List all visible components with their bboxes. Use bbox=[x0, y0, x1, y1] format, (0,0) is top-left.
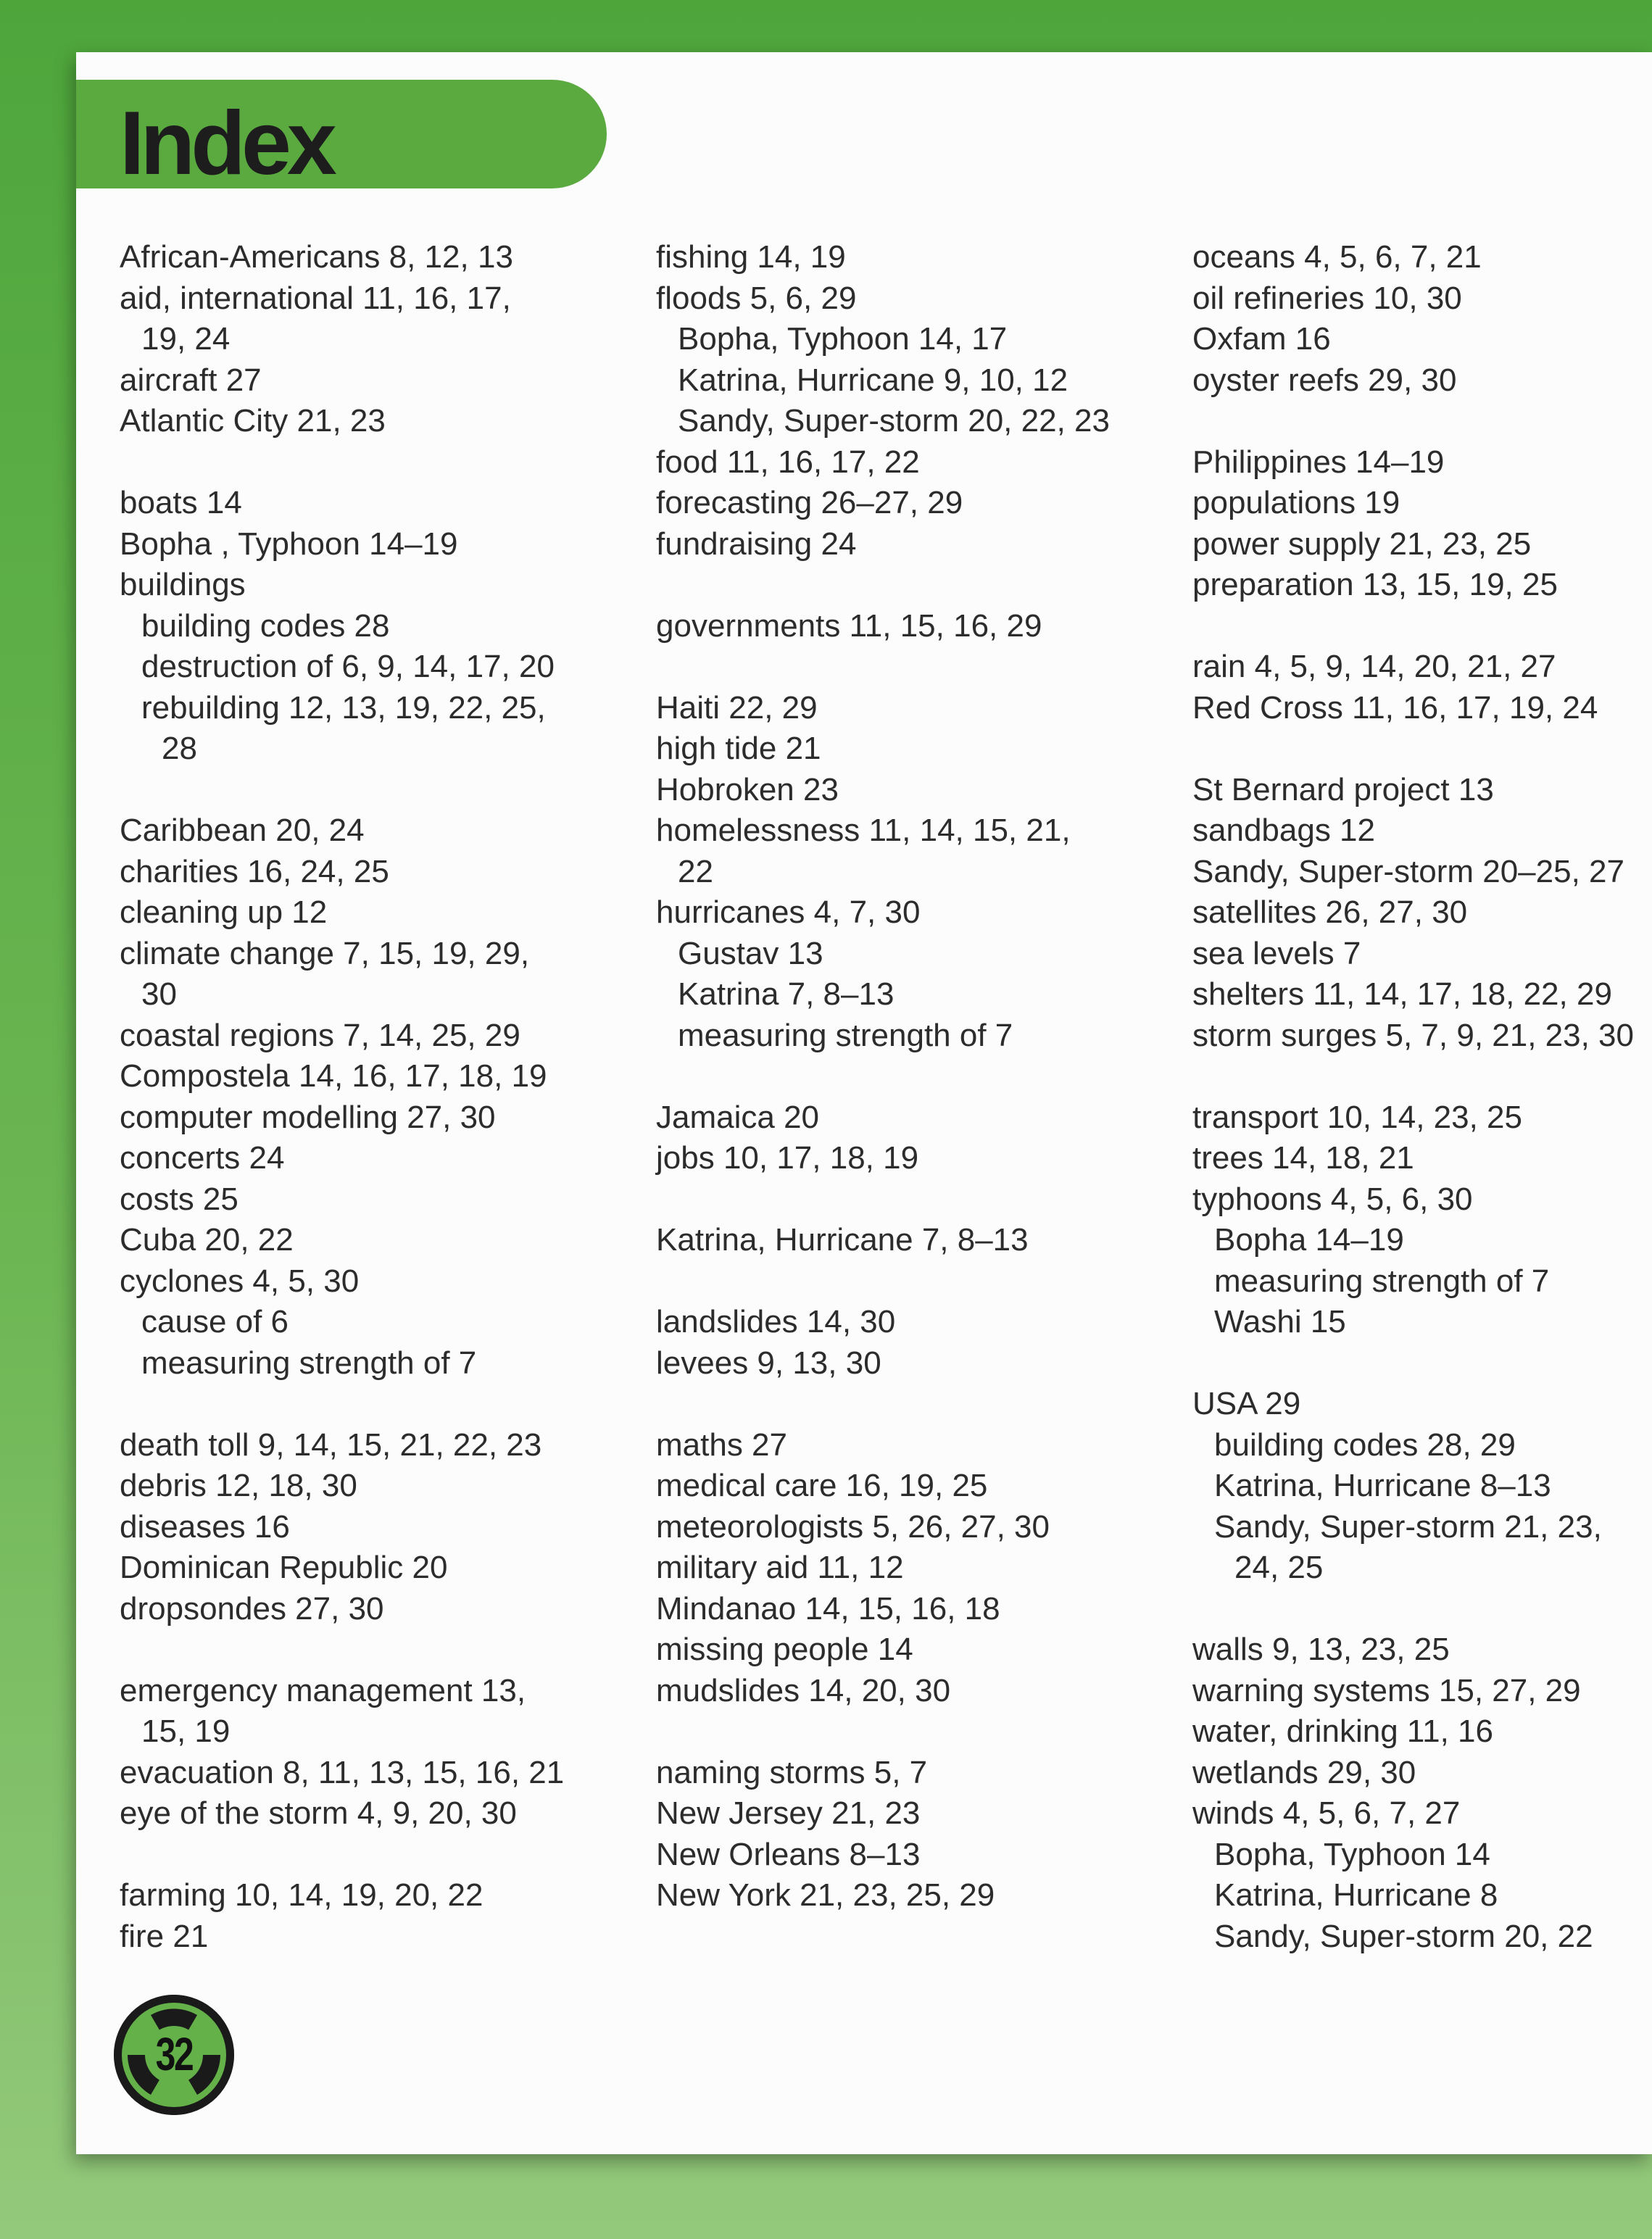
index-group-spacer bbox=[656, 565, 1178, 606]
index-subentry: 22 bbox=[678, 853, 713, 889]
index-entry: Atlantic City 21, 23 bbox=[120, 403, 386, 439]
index-subentry: Katrina, Hurricane 9, 10, 12 bbox=[678, 362, 1068, 398]
index-entry: meteorologists 5, 26, 27, 30 bbox=[656, 1508, 1050, 1545]
index-entry: boats 14 bbox=[120, 485, 242, 520]
index-entry: storm surges 5, 7, 9, 21, 23, 30 bbox=[1192, 1017, 1634, 1053]
index-subentry: 24, 25 bbox=[1234, 1550, 1324, 1585]
index-entry: winds 4, 5, 6, 7, 27 bbox=[1192, 1795, 1461, 1831]
index-group-spacer bbox=[656, 647, 1178, 688]
index-column-1 bbox=[120, 237, 642, 1957]
index-entry: high tide 21 bbox=[656, 731, 821, 766]
index-entry: Mindanao 14, 15, 16, 18 bbox=[656, 1590, 1000, 1627]
index-entry: Jamaica 20 bbox=[656, 1099, 820, 1135]
index-entry: hurricanes 4, 7, 30 bbox=[656, 894, 921, 930]
index-entry: transport 10, 14, 23, 25 bbox=[1192, 1099, 1522, 1135]
index-column-2 bbox=[656, 237, 1178, 1916]
index-entry: landslides 14, 30 bbox=[656, 1304, 896, 1339]
index-subentry: building codes 28, 29 bbox=[1214, 1426, 1516, 1463]
index-entry: concerts 24 bbox=[120, 1140, 285, 1176]
index-entry: missing people 14 bbox=[656, 1632, 913, 1667]
index-entry: rain 4, 5, 9, 14, 20, 21, 27 bbox=[1192, 649, 1556, 684]
index-group-spacer bbox=[656, 1261, 1178, 1303]
index-subentry: destruction of 6, 9, 14, 17, 20 bbox=[141, 649, 555, 684]
index-entry: Oxfam 16 bbox=[1192, 321, 1331, 357]
index-entry: food 11, 16, 17, 22 bbox=[656, 444, 920, 480]
page-title: Index bbox=[120, 94, 333, 194]
index-entry: Sandy, Super-storm 20–25, 27 bbox=[1192, 853, 1624, 889]
index-subentry: 15, 19 bbox=[141, 1713, 231, 1749]
index-group-spacer bbox=[1192, 606, 1652, 647]
page-number: 32 bbox=[155, 2028, 193, 2080]
index-subentry: rebuilding 12, 13, 19, 22, 25, bbox=[141, 689, 546, 726]
index-entry: Caribbean 20, 24 bbox=[120, 813, 365, 848]
index-entry: Philippines 14–19 bbox=[1192, 444, 1445, 480]
index-subentry: Washi 15 bbox=[1214, 1304, 1346, 1339]
index-entry: cleaning up 12 bbox=[120, 894, 328, 930]
index-entry: debris 12, 18, 30 bbox=[120, 1468, 357, 1503]
index-entry: Haiti 22, 29 bbox=[656, 689, 818, 726]
index-entry: Hobroken 23 bbox=[656, 771, 839, 807]
index-entry: floods 5, 6, 29 bbox=[656, 280, 857, 316]
index-entry: New Jersey 21, 23 bbox=[656, 1795, 921, 1831]
index-subentry: Katrina, Hurricane 8–13 bbox=[1214, 1468, 1551, 1503]
index-subentry: 28 bbox=[162, 731, 197, 766]
index-entry: levees 9, 13, 30 bbox=[656, 1345, 881, 1381]
index-entry: African-Americans 8, 12, 13 bbox=[120, 239, 513, 275]
index-group-spacer bbox=[1192, 728, 1652, 770]
index-entry: costs 25 bbox=[120, 1181, 238, 1217]
index-entry: shelters 11, 14, 17, 18, 22, 29 bbox=[1192, 976, 1612, 1012]
index-group-spacer bbox=[656, 1384, 1178, 1425]
index-entry: dropsondes 27, 30 bbox=[120, 1590, 384, 1627]
index-entry: oyster reefs 29, 30 bbox=[1192, 362, 1457, 398]
index-entry: fire 21 bbox=[120, 1918, 209, 1954]
index-group-spacer bbox=[656, 1056, 1178, 1097]
index-entry: homelessness 11, 14, 15, 21, bbox=[656, 813, 1071, 848]
index-subentry: Bopha, Typhoon 14 bbox=[1214, 1836, 1490, 1872]
index-subentry: Sandy, Super-storm 20, 22 bbox=[1214, 1918, 1593, 1954]
index-entry: forecasting 26–27, 29 bbox=[656, 485, 963, 520]
index-entry: eye of the storm 4, 9, 20, 30 bbox=[120, 1795, 517, 1831]
index-group-spacer bbox=[120, 442, 642, 483]
index-subentry: Bopha, Typhoon 14, 17 bbox=[678, 321, 1008, 357]
index-entry: Red Cross 11, 16, 17, 19, 24 bbox=[1192, 689, 1598, 726]
index-entry: warning systems 15, 27, 29 bbox=[1192, 1672, 1581, 1708]
index-entry: aircraft 27 bbox=[120, 362, 262, 398]
index-subentry: Katrina 7, 8–13 bbox=[678, 976, 895, 1012]
index-subentry: 19, 24 bbox=[141, 321, 231, 357]
index-entry: Katrina, Hurricane 7, 8–13 bbox=[656, 1222, 1029, 1258]
index-entry: USA 29 bbox=[1192, 1386, 1301, 1421]
index-entry: naming storms 5, 7 bbox=[656, 1754, 928, 1790]
index-entry: New York 21, 23, 25, 29 bbox=[656, 1877, 995, 1913]
index-entry: water, drinking 11, 16 bbox=[1192, 1713, 1493, 1749]
index-entry: oceans 4, 5, 6, 7, 21 bbox=[1192, 239, 1482, 275]
index-entry: typhoons 4, 5, 6, 30 bbox=[1192, 1181, 1473, 1217]
index-entry: Cuba 20, 22 bbox=[120, 1222, 294, 1258]
index-entry: fundraising 24 bbox=[656, 526, 857, 562]
index-group-spacer bbox=[1192, 401, 1652, 442]
index-entry: aid, international 11, 16, 17, bbox=[120, 280, 511, 316]
index-entry: Compostela 14, 16, 17, 18, 19 bbox=[120, 1058, 547, 1094]
index-group-spacer bbox=[120, 770, 642, 811]
index-entry: oil refineries 10, 30 bbox=[1192, 280, 1462, 316]
index-subentry: measuring strength of 7 bbox=[141, 1345, 477, 1381]
index-entry: emergency management 13, bbox=[120, 1672, 526, 1708]
index-group-spacer bbox=[120, 1384, 642, 1425]
index-entry: trees 14, 18, 21 bbox=[1192, 1140, 1414, 1176]
index-group-spacer bbox=[656, 1179, 1178, 1221]
index-entry: charities 16, 24, 25 bbox=[120, 853, 389, 889]
index-entry: mudslides 14, 20, 30 bbox=[656, 1672, 951, 1708]
index-entry: medical care 16, 19, 25 bbox=[656, 1468, 988, 1503]
index-column-3 bbox=[1192, 237, 1652, 1957]
index-entry: climate change 7, 15, 19, 29, bbox=[120, 935, 530, 971]
index-subentry: Sandy, Super-storm 20, 22, 23 bbox=[678, 403, 1110, 439]
index-group-spacer bbox=[120, 1835, 642, 1876]
index-entry: walls 9, 13, 23, 25 bbox=[1192, 1632, 1450, 1667]
index-entry: satellites 26, 27, 30 bbox=[1192, 894, 1468, 930]
index-subentry: cause of 6 bbox=[141, 1304, 289, 1339]
index-group-spacer bbox=[120, 1629, 642, 1671]
index-subentry: Bopha 14–19 bbox=[1214, 1222, 1404, 1258]
index-entry: jobs 10, 17, 18, 19 bbox=[656, 1140, 919, 1176]
index-entry: preparation 13, 15, 19, 25 bbox=[1192, 567, 1558, 602]
index-entry: New Orleans 8–13 bbox=[656, 1836, 921, 1872]
index-entry: diseases 16 bbox=[120, 1508, 290, 1545]
index-entry: maths 27 bbox=[656, 1426, 787, 1463]
index-entry: Dominican Republic 20 bbox=[120, 1550, 448, 1585]
index-entry: death toll 9, 14, 15, 21, 22, 23 bbox=[120, 1426, 542, 1463]
index-subentry: measuring strength of 7 bbox=[678, 1017, 1013, 1053]
index-entry: sea levels 7 bbox=[1192, 935, 1361, 971]
index-entry: wetlands 29, 30 bbox=[1192, 1754, 1416, 1790]
index-entry: power supply 21, 23, 25 bbox=[1192, 526, 1532, 562]
index-entry: sandbags 12 bbox=[1192, 813, 1375, 848]
index-entry: coastal regions 7, 14, 25, 29 bbox=[120, 1017, 520, 1053]
index-entry: computer modelling 27, 30 bbox=[120, 1099, 496, 1135]
index-subentry: building codes 28 bbox=[141, 607, 390, 644]
index-entry: military aid 11, 12 bbox=[656, 1550, 904, 1585]
index-subentry: Sandy, Super-storm 21, 23, bbox=[1214, 1508, 1602, 1545]
index-page bbox=[76, 52, 1652, 2154]
index-entry: buildings bbox=[120, 567, 246, 602]
index-subentry: measuring strength of 7 bbox=[1214, 1263, 1550, 1299]
page-number-badge bbox=[114, 1995, 234, 2115]
index-entry: cyclones 4, 5, 30 bbox=[120, 1263, 360, 1299]
index-entry: farming 10, 14, 19, 20, 22 bbox=[120, 1877, 483, 1913]
index-group-spacer bbox=[1192, 1589, 1652, 1630]
index-group-spacer bbox=[1192, 1056, 1652, 1097]
index-subentry: Katrina, Hurricane 8 bbox=[1214, 1877, 1498, 1913]
index-entry: St Bernard project 13 bbox=[1192, 771, 1494, 807]
index-entry: fishing 14, 19 bbox=[656, 239, 846, 275]
index-entry: evacuation 8, 11, 13, 15, 16, 21 bbox=[120, 1754, 565, 1790]
index-group-spacer bbox=[1192, 1343, 1652, 1384]
index-group-spacer bbox=[656, 1711, 1178, 1753]
index-subentry: Gustav 13 bbox=[678, 935, 823, 971]
index-subentry: 30 bbox=[141, 976, 177, 1012]
index-entry: governments 11, 15, 16, 29 bbox=[656, 607, 1042, 644]
index-entry: populations 19 bbox=[1192, 485, 1400, 520]
index-entry: Bopha , Typhoon 14–19 bbox=[120, 526, 458, 562]
